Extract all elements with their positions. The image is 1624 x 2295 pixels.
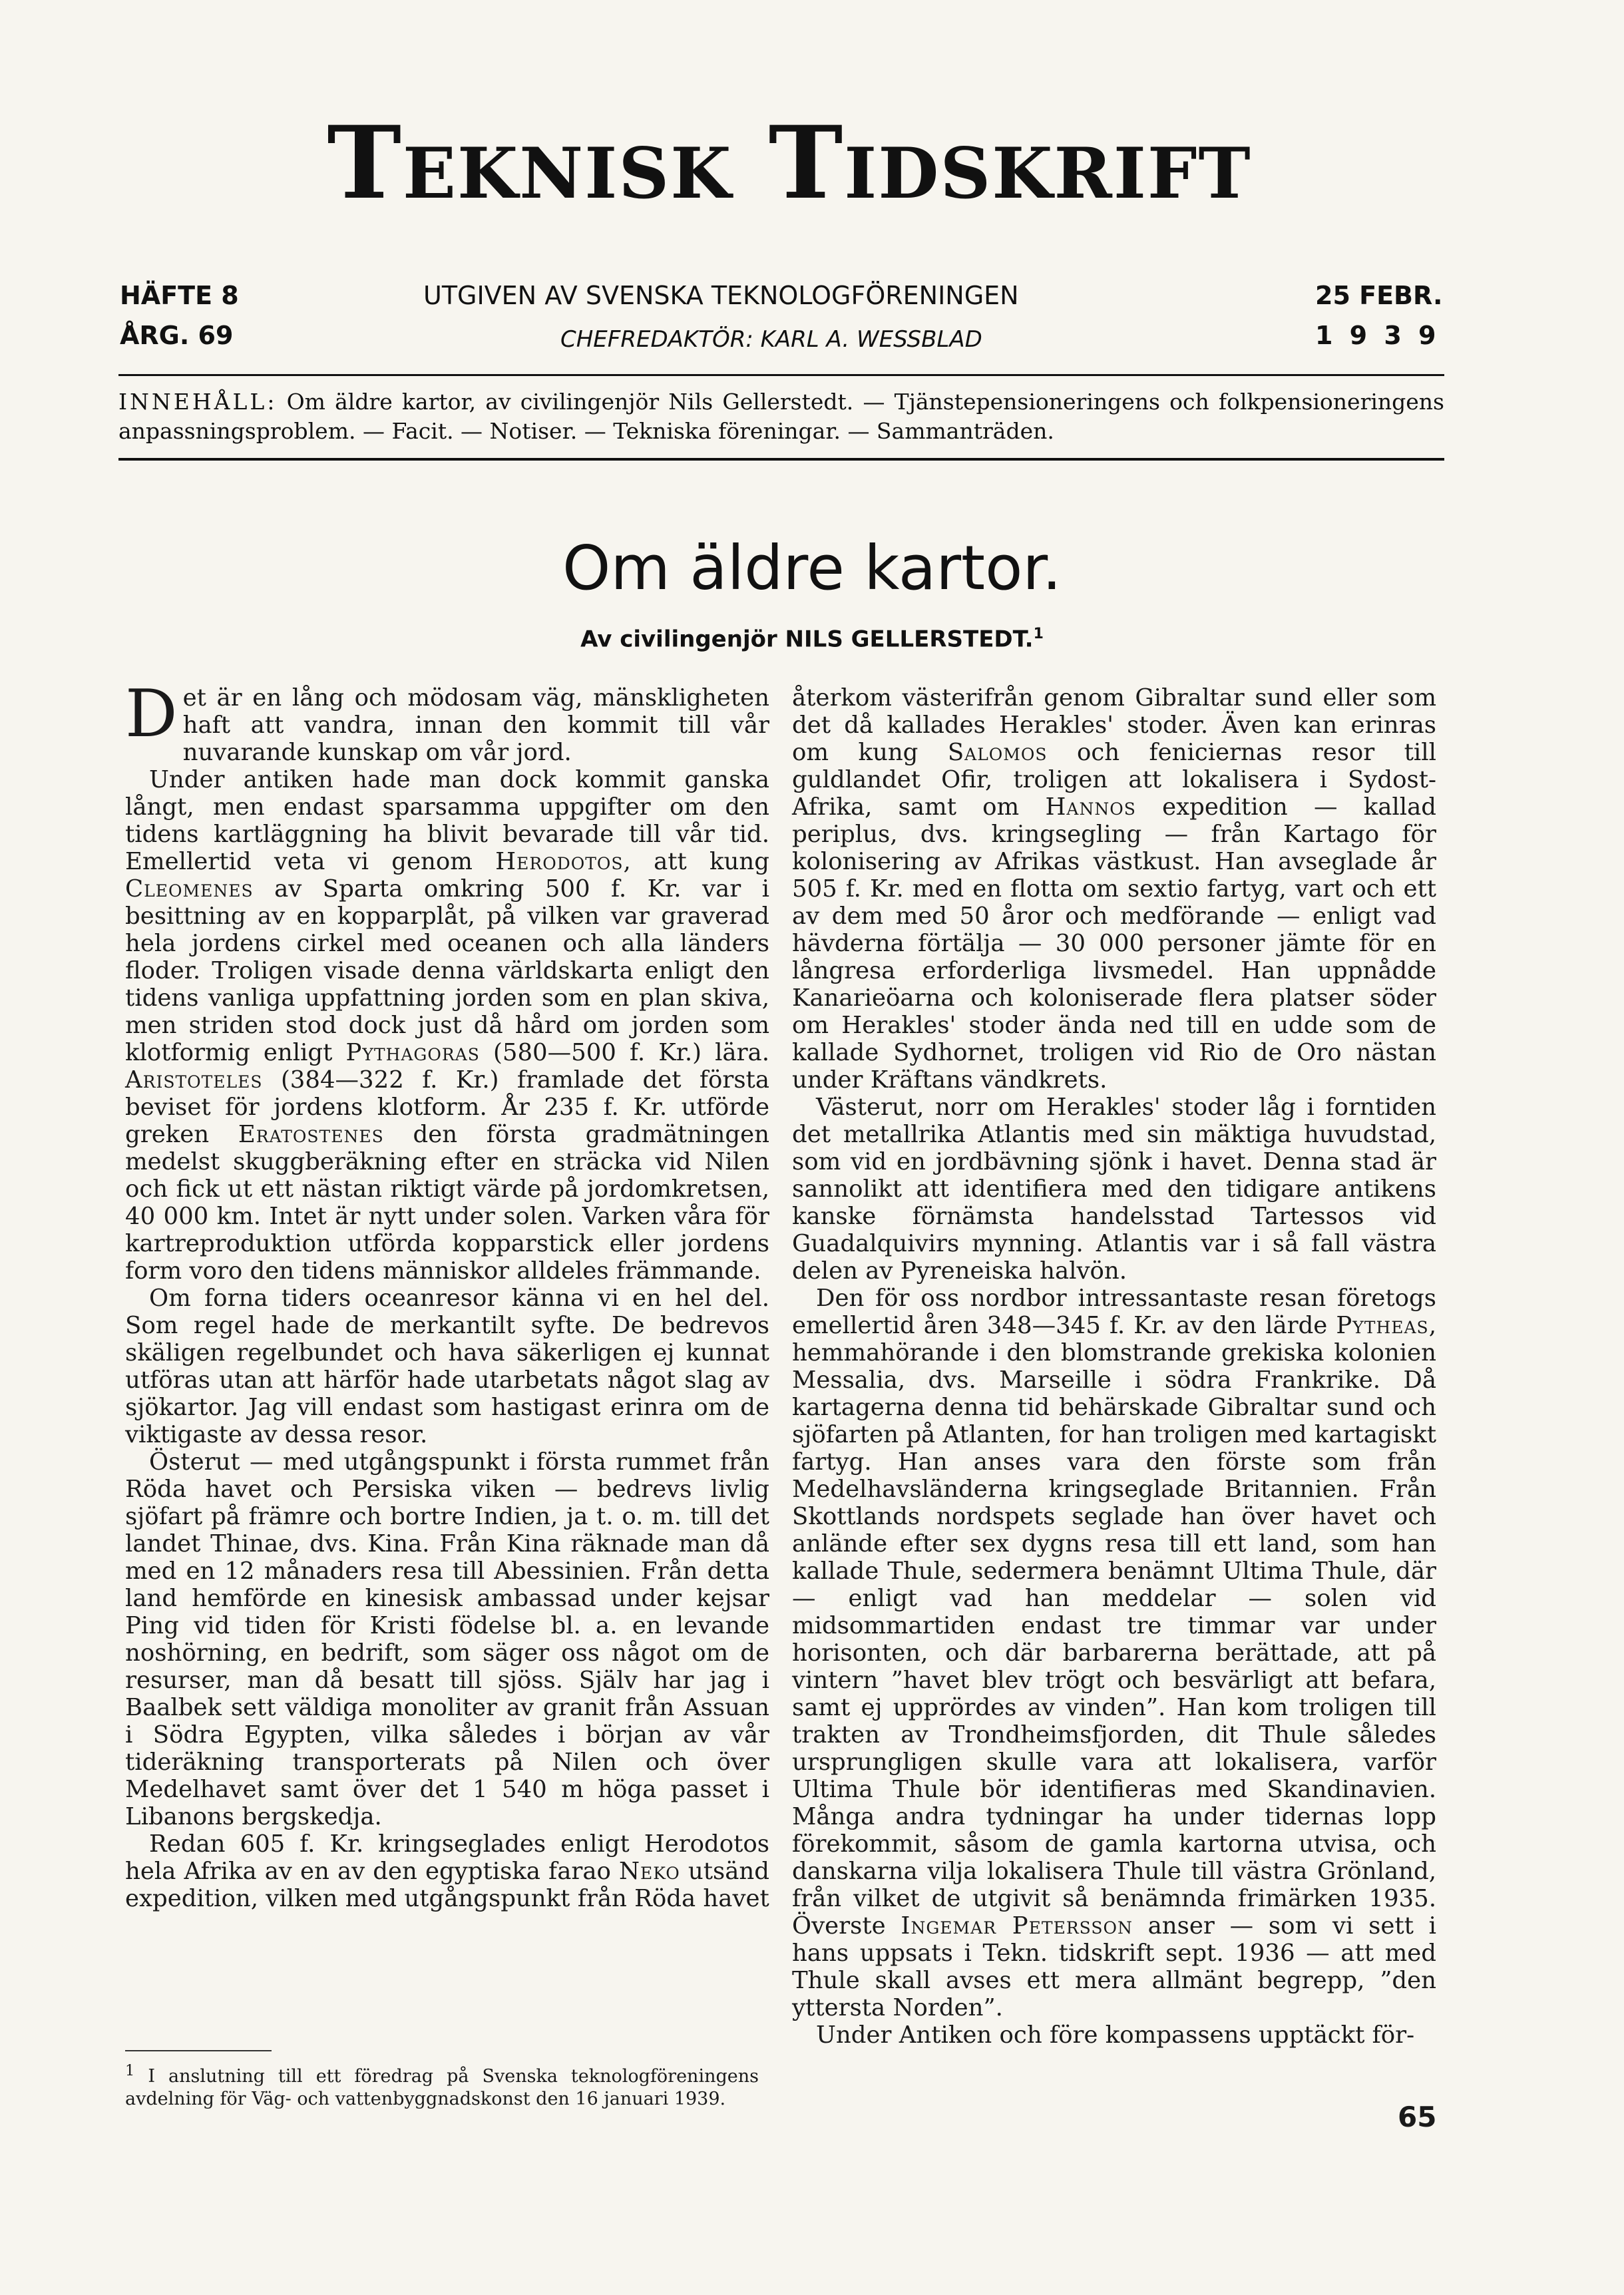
footnote-rule bbox=[125, 2050, 272, 2051]
paragraph: Österut — med utgångspunkt i första rummet från Röda havet och Persiska viken — bedrevs livlig sjöfart på främre och bortre Indien, ja t. o. m. till det landet Thinae, dvs. Kina. Från Kina räknade man då med en 12 månaders resa till Abessinien. Från detta land hemförde en kinesisk ambassad under kejsar Ping vid tiden för Kristi födelse bl. a. en levande noshörning, en bedrift, som säger oss något om de resurser, man då besatt till sjöss. Själv har jag i Baalbek sett väldiga monoliter av granit från Assuan i Södra Egypten, vilka således i början av vår tideräkning transporterats på Nilen och över Medelhavet samt över det 1 540 m höga passet i Libanons bergskedja. bbox=[125, 1448, 769, 1830]
table-of-contents bbox=[118, 387, 1444, 446]
paragraph: Om forna tiders oceanresor känna vi en hel del. Som regel hade de merkantilt syfte. De bedrevos skäligen regelbundet och hava säkerligen ej kunnat utföras utan att härför hade utarbetats något slag av sjökartor. Jag vill endast som hastigast erinra om de viktigaste av dessa resor. bbox=[125, 1285, 769, 1448]
volume-number: ÅRG. 69 bbox=[120, 321, 234, 350]
masthead-title: Teknisk Tidskrift bbox=[327, 104, 1252, 222]
paragraph: Redan 605 f. Kr. kringseglades enligt Herodotos hela Afrika av en av den egyptiska farao Neko utsänd expedition, vilken med utgångspunkt från Röda havet bbox=[125, 1830, 769, 1912]
paragraph: Den för oss nordbor intressantaste resan företogs emellertid åren 348—345 f. Kr. av den lärde Pytheas, hemmahörande i den blomstrande grekiska kolonien Messalia, dvs. Marseille i södra Frankrike. Då kartagerna denna tid behärskade Gibraltar sund och sjöfarten på Atlanten, for han troligen med kartagiskt fartyg. Han anses vara den förste som från Medelhavsländerna kringseglade Britannien. Från Skottlands nordspets seglade han över havet och anlände efter sex dygns resa till ett land, som han kallade Thule, sedermera benämnt Ultima Thule, där — enligt vad han meddelar — solen vid midsommartiden endast tre timmar var under horisonten, och där barbarerna berättade, att på vintern ”havet blev trögt och besvärligt att befara, samt ej upprördes av vinden”. Han kom troligen till trakten av Trondheimsfjorden, dit Thule således ursprungligen skulle vara att lokalisera, varför Ultima Thule bör identifieras med Skandinavien. Många andra tydningar ha under tidernas lopp förekommit, såsom de gamla kartorna utvisa, och danskarna vilja lokalisera Thule till västra Grönland, från vilket de utgivit så benämnda frimärken 1935. Överste Ingemar Petersson anser — som vi sett i hans uppsats i Tekn. tidskrift sept. 1936 — att med Thule skall avses ett mera allmänt begrepp, ”den yttersta Norden”. bbox=[792, 1285, 1436, 2021]
paragraph: Under antiken hade man dock kommit ganska långt, men endast sparsamma uppgifter om den tidens kartläggning ha blivit bevarade till vår tid. Emellertid veta vi genom Herodotos, att kung Cleomenes av Sparta omkring 500 f. Kr. var i besittning av en kopparplåt, på vilken var graverad hela jordens cirkel med oceanen och alla länders floder. Troligen visade denna världskarta enligt den tidens vanliga uppfattning jorden som en plan skiva, men striden stod dock just då hård om jorden som klotformig enligt Pythagoras (580—500 f. Kr.) lära. Aristoteles (384—322 f. Kr.) framlade det första beviset för jordens klotform. År 235 f. Kr. utförde greken Eratostenes den första gradmätningen medelst skuggberäkning efter en sträcka vid Nilen och fick ut ett nästan riktigt värde på jordomkretsen, 40 000 km. Intet är nytt under solen. Varken våra för kartreproduktion utförda kopparstick eller jordens form voro den tidens människor alldeles främmande. bbox=[125, 766, 770, 1285]
byline-footnote-marker: 1 bbox=[1033, 626, 1044, 642]
footnote-number: 1 bbox=[125, 2062, 135, 2079]
drop-cap: D bbox=[125, 676, 178, 752]
header-rule-bottom bbox=[118, 458, 1444, 461]
publisher-line: UTGIVEN AV SVENSKA TEKNOLOGFÖRENINGEN bbox=[423, 281, 1019, 310]
issue-date: 25 FEBR. bbox=[1315, 281, 1443, 310]
issue-number: HÄFTE 8 bbox=[120, 281, 239, 310]
header-rule-top bbox=[118, 374, 1444, 376]
article-column-left bbox=[125, 676, 770, 1912]
article-byline: Av civilingenjör NILS GELLERSTEDT.$^1$ bbox=[580, 626, 1044, 653]
article-title: Om äldre kartor. bbox=[562, 532, 1062, 604]
article-column-right bbox=[792, 684, 1436, 2049]
page-number: 65 bbox=[1398, 2101, 1437, 2133]
editor-line: CHEFREDAKTÖR: KARL A. WESSBLAD bbox=[560, 326, 982, 353]
paragraph: Under Antiken och före kompassens upptäckt för- bbox=[816, 2021, 1415, 2049]
contents-text: Om äldre kartor, av civilingenjör Nils Gellerstedt. — Tjänstepensioneringens och folkpensioneringens anpassningsproblem. — Facit. — Notiser. — Tekniska föreningar. — Sammanträden. bbox=[118, 389, 1444, 444]
footnote bbox=[125, 2059, 759, 2111]
paragraph: återkom västerifrån genom Gibraltar sund eller som det då kallades Herakles' stoder. Även kan erinras om kung Salomos och feniciernas resor till guldlandet Ofir, troligen att lokalisera i Sydost-Afrika, samt om Hannos expedition — kallad periplus, dvs. kringsegling — från Kartago för kolonisering av Afrikas västkust. Han avseglade år 505 f. Kr. med en flotta om sextio fartyg, vart och ett av dem med 50 åror och medförande — enligt vad hävderna förtälja — 30 000 personer jämte för en långresa erforderliga livsmedel. Han uppnådde Kanarieöarna och koloniserade flera platser söder om Herakles' stoder ända ned till en udde som de kallade Sydhornet, troligen vid Rio de Oro nästan under Kräftans vändkrets. bbox=[792, 684, 1437, 1094]
paragraph: Västerut, norr om Herakles' stoder låg i forntiden det metallrika Atlantis med sin mäktiga huvudstad, som vid en jordbävning sjönk i havet. Denna stad är sannolikt att identifiera med den tidigare antikens kanske förnämsta handelsstad Tartessos vid Guadalquivirs mynning. Atlantis var i så fall västra delen av Pyreneiska halvön. bbox=[792, 1094, 1436, 1285]
paragraph: Det är en lång och mödosam väg, mänskligheten haft att vandra, innan den kommit till vår nuvarande kunskap om vår jord. bbox=[125, 676, 769, 766]
issue-year: 1 9 3 9 bbox=[1315, 321, 1440, 350]
contents-label: INNEHÅLL: bbox=[118, 389, 278, 415]
footnote-text: I anslutning till ett föredrag på Svenska teknologföreningens avdelning för Väg- och vattenbyggnadskonst den 16 januari 1939. bbox=[125, 2066, 759, 2109]
